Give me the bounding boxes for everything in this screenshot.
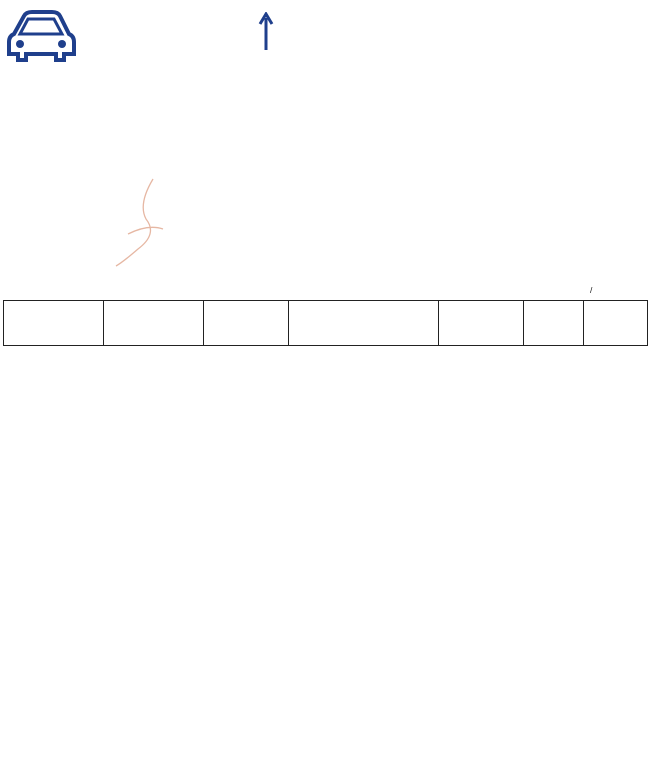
cell-immat [439, 301, 524, 346]
cell-stock [104, 301, 204, 346]
cell-marque [204, 301, 289, 346]
vehicle-table [3, 300, 648, 346]
signature-block [50, 180, 300, 270]
company-logo [6, 4, 271, 80]
cell-or [584, 301, 648, 346]
car-icon [6, 4, 76, 64]
cell-vin [289, 301, 439, 346]
cell-code-client [4, 301, 104, 346]
signature-mark [108, 174, 178, 269]
page-separator: / [590, 285, 593, 295]
arrow-up-icon [258, 12, 274, 52]
cell-km [524, 301, 584, 346]
